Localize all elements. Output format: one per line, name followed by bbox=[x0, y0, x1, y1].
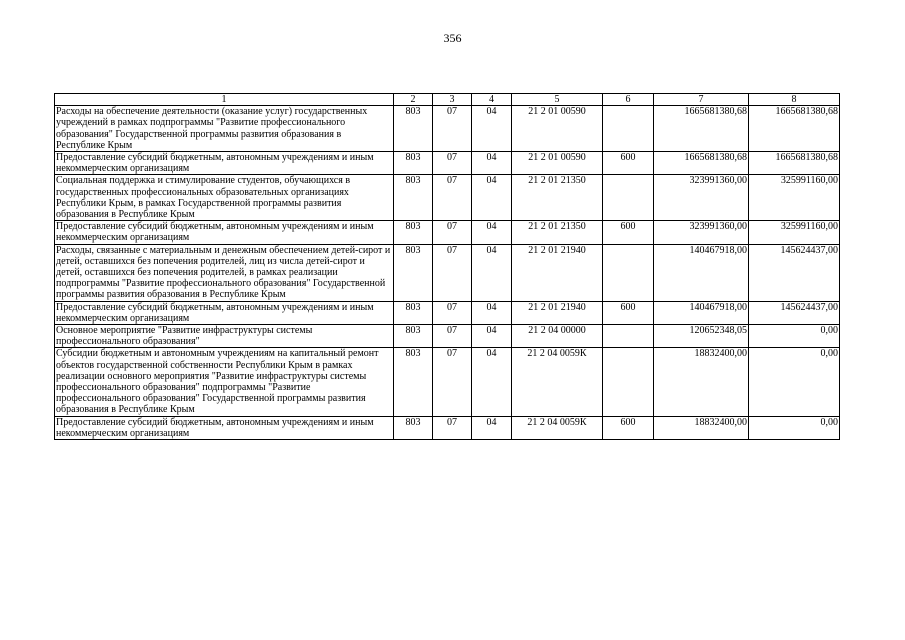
header-cell: 1 bbox=[55, 94, 394, 106]
row-amount-1: 18832400,00 bbox=[654, 348, 749, 416]
row-amount-1: 140467918,00 bbox=[654, 301, 749, 324]
row-section: 07 bbox=[433, 175, 472, 221]
row-grbs: 803 bbox=[394, 244, 433, 301]
row-target-article: 21 2 01 21350 bbox=[512, 221, 603, 244]
header-cell: 8 bbox=[749, 94, 840, 106]
row-amount-2: 1665681380,68 bbox=[749, 106, 840, 152]
row-amount-2: 145624437,00 bbox=[749, 244, 840, 301]
row-name: Основное мероприятие "Развитие инфраструктуры системы профессионального образования" bbox=[55, 325, 394, 348]
header-cell: 4 bbox=[472, 94, 512, 106]
row-grbs: 803 bbox=[394, 348, 433, 416]
row-subsection: 04 bbox=[472, 175, 512, 221]
row-name: Расходы, связанные с материальным и денежным обеспечением детей-сирот и детей, оставшихся без попечения родителей, лиц из числа детей-сирот и детей, оставшихся без попечения родителей, в рамках реализации подпрограммы "Развитие профессионального образования" Государственной программы развития образования в Республике Крым bbox=[55, 244, 394, 301]
row-target-article: 21 2 01 21350 bbox=[512, 175, 603, 221]
row-target-article: 21 2 01 00590 bbox=[512, 106, 603, 152]
row-amount-1: 140467918,00 bbox=[654, 244, 749, 301]
row-expense-type: 600 bbox=[603, 416, 654, 439]
row-section: 07 bbox=[433, 152, 472, 175]
row-section: 07 bbox=[433, 106, 472, 152]
table-row bbox=[55, 348, 840, 416]
row-amount-2: 1665681380,68 bbox=[749, 152, 840, 175]
row-grbs: 803 bbox=[394, 325, 433, 348]
row-expense-type bbox=[603, 106, 654, 152]
table-row bbox=[55, 106, 840, 152]
row-name: Предоставление субсидий бюджетным, автономным учреждениям и иным некоммерческим организациям bbox=[55, 221, 394, 244]
row-subsection: 04 bbox=[472, 348, 512, 416]
row-grbs: 803 bbox=[394, 301, 433, 324]
row-subsection: 04 bbox=[472, 152, 512, 175]
table-row bbox=[55, 325, 840, 348]
row-amount-1: 323991360,00 bbox=[654, 175, 749, 221]
row-amount-2: 325991160,00 bbox=[749, 175, 840, 221]
row-grbs: 803 bbox=[394, 416, 433, 439]
row-section: 07 bbox=[433, 301, 472, 324]
row-amount-2: 145624437,00 bbox=[749, 301, 840, 324]
row-target-article: 21 2 04 0059К bbox=[512, 348, 603, 416]
row-name: Предоставление субсидий бюджетным, автономным учреждениям и иным некоммерческим организациям bbox=[55, 152, 394, 175]
table-row bbox=[55, 301, 840, 324]
row-amount-1: 1665681380,68 bbox=[654, 152, 749, 175]
row-target-article: 21 2 04 00000 bbox=[512, 325, 603, 348]
row-expense-type bbox=[603, 244, 654, 301]
header-cell: 6 bbox=[603, 94, 654, 106]
header-cell: 5 bbox=[512, 94, 603, 106]
row-subsection: 04 bbox=[472, 416, 512, 439]
row-amount-2: 325991160,00 bbox=[749, 221, 840, 244]
table-row bbox=[55, 221, 840, 244]
row-amount-1: 323991360,00 bbox=[654, 221, 749, 244]
row-grbs: 803 bbox=[394, 152, 433, 175]
row-name: Субсидии бюджетным и автономным учреждениям на капитальный ремонт объектов государственной собственности Республики Крым в рамках реализации основного мероприятия "Развитие инфраструктуры системы профессионального образования" подпрограммы "Развитие профессионального образования" Государственной программы развития образования в Республике Крым bbox=[55, 348, 394, 416]
row-expense-type bbox=[603, 325, 654, 348]
row-expense-type: 600 bbox=[603, 152, 654, 175]
header-cell: 7 bbox=[654, 94, 749, 106]
table-row bbox=[55, 175, 840, 221]
row-amount-1: 1665681380,68 bbox=[654, 106, 749, 152]
header-row bbox=[55, 94, 840, 106]
row-name: Предоставление субсидий бюджетным, автономным учреждениям и иным некоммерческим организациям bbox=[55, 416, 394, 439]
budget-table bbox=[54, 93, 840, 440]
row-section: 07 bbox=[433, 348, 472, 416]
row-target-article: 21 2 01 21940 bbox=[512, 301, 603, 324]
row-amount-2: 0,00 bbox=[749, 348, 840, 416]
table-row bbox=[55, 416, 840, 439]
row-target-article: 21 2 04 0059К bbox=[512, 416, 603, 439]
row-subsection: 04 bbox=[472, 325, 512, 348]
row-target-article: 21 2 01 00590 bbox=[512, 152, 603, 175]
row-expense-type: 600 bbox=[603, 221, 654, 244]
row-name: Расходы на обеспечение деятельности (оказание услуг) государственных учреждений в рамках подпрограммы "Развитие профессионального образования" Государственной программы развития образования в Республике Крым bbox=[55, 106, 394, 152]
row-expense-type bbox=[603, 175, 654, 221]
row-section: 07 bbox=[433, 325, 472, 348]
row-amount-2: 0,00 bbox=[749, 416, 840, 439]
row-subsection: 04 bbox=[472, 244, 512, 301]
row-amount-2: 0,00 bbox=[749, 325, 840, 348]
row-amount-1: 18832400,00 bbox=[654, 416, 749, 439]
page-number: 356 bbox=[443, 31, 462, 45]
row-name: Социальная поддержка и стимулирование студентов, обучающихся в государственных профессиональных образовательных организациях Республики Крым, в рамках Государственной программы развития образования в Республике Крым bbox=[55, 175, 394, 221]
row-section: 07 bbox=[433, 244, 472, 301]
row-grbs: 803 bbox=[394, 106, 433, 152]
row-subsection: 04 bbox=[472, 301, 512, 324]
row-grbs: 803 bbox=[394, 175, 433, 221]
table-row bbox=[55, 244, 840, 301]
row-subsection: 04 bbox=[472, 221, 512, 244]
row-target-article: 21 2 01 21940 bbox=[512, 244, 603, 301]
row-subsection: 04 bbox=[472, 106, 512, 152]
row-name: Предоставление субсидий бюджетным, автономным учреждениям и иным некоммерческим организациям bbox=[55, 301, 394, 324]
row-section: 07 bbox=[433, 221, 472, 244]
header-cell: 3 bbox=[433, 94, 472, 106]
header-cell: 2 bbox=[394, 94, 433, 106]
row-expense-type: 600 bbox=[603, 301, 654, 324]
row-section: 07 bbox=[433, 416, 472, 439]
row-expense-type bbox=[603, 348, 654, 416]
table-row bbox=[55, 152, 840, 175]
row-grbs: 803 bbox=[394, 221, 433, 244]
row-amount-1: 120652348,05 bbox=[654, 325, 749, 348]
